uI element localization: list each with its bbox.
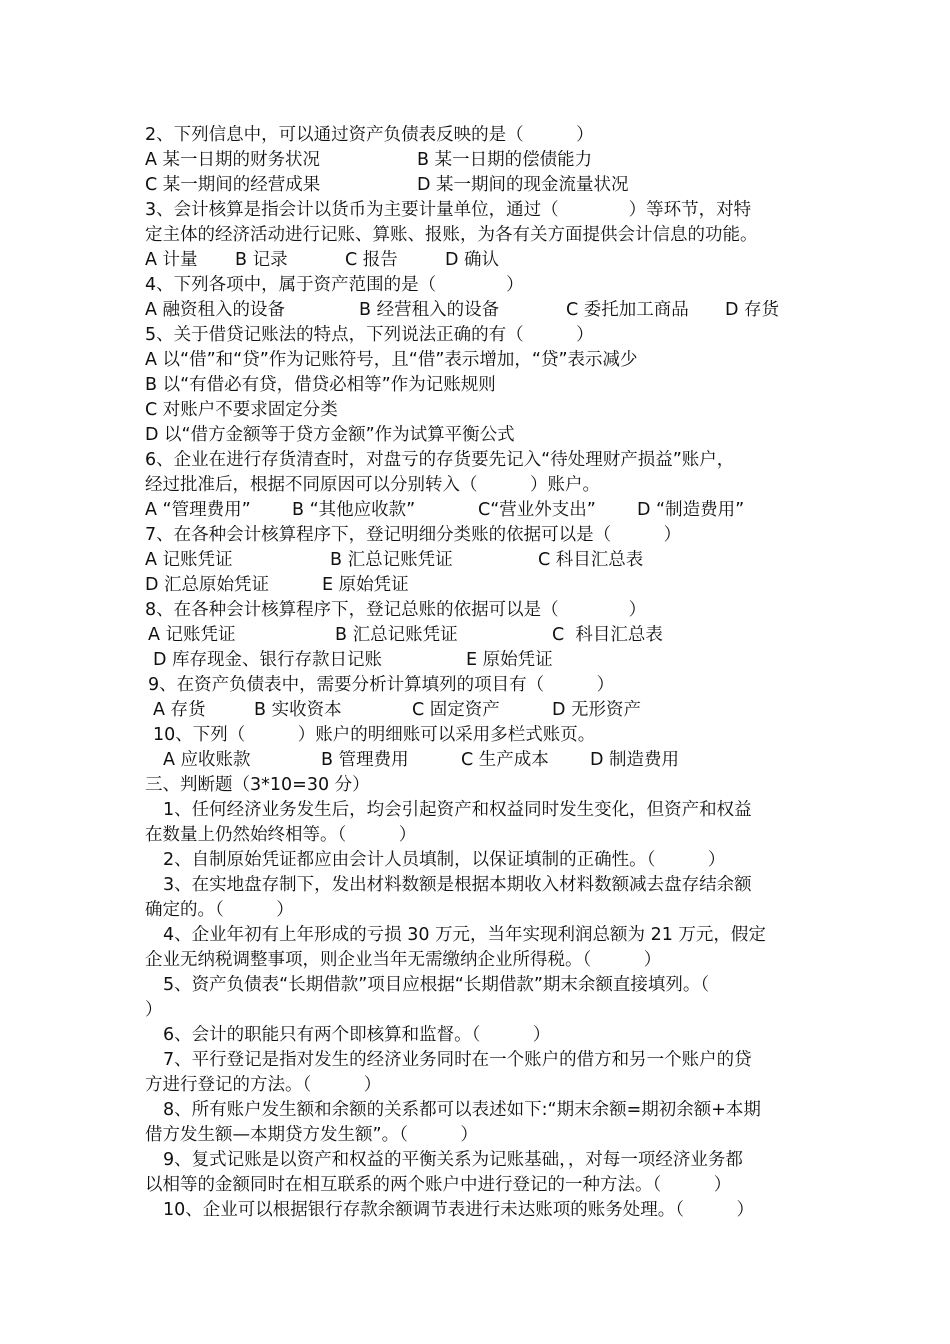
q4-option-a: A 融资租入的设备 [145,300,286,320]
q10-option-d: D 制造费用 [590,750,680,770]
q2-option-a: A 某一日期的财务状况 [145,150,321,170]
q4-option-b: B 经营租入的设备 [359,300,500,320]
q8-option-b: B 汇总记账凭证 [335,625,458,645]
q2-option-b: B 某一日期的偿债能力 [417,150,593,170]
q3-option-b: B 记录 [235,250,288,270]
q7-option-b: B 汇总记账凭证 [330,550,453,570]
q7-option-d: D 汇总原始凭证 [145,575,270,595]
q3-option-a: A 计量 [145,250,198,270]
q7-option-c: C 科目汇总表 [538,550,644,570]
q6-option-c: C“营业外支出” [478,500,596,520]
q7-option-e: E 原始凭证 [322,575,409,595]
q9-option-a: A 存货 [153,700,206,720]
document-page: 2、下列信息中，可以通过资产负债表反映的是（ ） A 某一日期的财务状况 B 某一日期的偿债能力 C 某一期间的经营成果 D 某一期间的现金流量状况 3、会计核算是指会计以货币为主要计量单位，通过（ ）等环节，对特 定主体的经济活动进行记账、算账、报账，为各有关方面提供会计信息的功能。 A 计量 B 记录 C 报告 D 确认 4、下列各项中，属于资产范围的是（ ） A 融资租入的设备 B 经营租入的设备 C 委托加工商品 D 存货 5、关于借贷记账法的特点，下列说法正确的有（ ） A 以“借”和“贷”作为记账符号，且“借”表示增加，“贷”表示减少 B 以“有借必有贷，借贷必相等”作为记账规则 C 对账户不要求固定分类 D 以“借方金额等于贷方金额”作为试算平衡公式 6、企业在进行存货清查时，对盘亏的存货要先记入“待处理财产损益”账户， 经过批准后，根据不同原因可以分别转入（ ）账户。 A “管理费用” B “其他应收款” C“营业外支出” D “制造费用” 7、在各种会计核算程序下，登记明细分类账的依据可以是（ ） A 记账凭证 B 汇总记账凭证 C 科目汇总表 D 汇总原始凭证 E 原始凭证 8、在各种会计核算程序下，登记总账的依据可以是（ ） A 记账凭证 B 汇总记账凭证 C 科目汇总表 D 库存现金、银行存款日记账 E 原始凭证 9、在资产负债表中，需要分析计算填列的项目有（ ） A 存货 B 实收资本 C 固定资产 D 无形资产 10、下列（ ）账户的明细账可以采用多栏式账页。 A 应收账款 B 管理费用 C 生产成本 D 制造费用 三、判断题（3*10=30 分） 1、任何经济业务发生后，均会引起资产和权益同时发生变化，但资产和权益 在数量上仍然始终相等。（ ） 2、自制原始凭证都应由会计人员填制，以保证填制的正确性。（ ） 3、在实地盘存制下，发出材料数额是根据本期收入材料数额减去盘存结余额 确定的。（ ） 4、企业年初有上年形成的亏损 30 万元，当年实现利润总额为 21 万元，假定 企业无纳税调整事项，则企业当年无需缴纳企业所得税。（ ） 5、资产负债表“长期借款”项目应根据“长期借款”期末余额直接填列。（ ） 6、会计的职能只有两个即核算和监督。（ ） 7、平行登记是指对发生的经济业务同时在一个账户的借方和另一个账户的贷 方进行登记的方法。（ ） 8、所有账户发生额和余额的关系都可以表述如下:“期末余额=期初余额+本期 借方发生额—本期贷方发生额”。（ ） 9、复式记账是以资产和权益的平衡关系为记账基础，，对每一项经济业务都 以相等的金额同时在相互联系的两个账户中进行登记的一种方法。（ ） 10、企业可以根据银行存款余额调节表进行未达账项的账务处理。（ ） [145,125,780,1220]
q3-option-d: D 确认 [445,250,500,270]
q9-option-d: D 无形资产 [552,700,642,720]
q10-option-b: B 管理费用 [321,750,409,770]
q3-option-c: C 报告 [345,250,398,270]
q8-option-e: E 原始凭证 [466,650,553,670]
q6-option-d: D “制造费用” [637,500,745,520]
q9-option-c: C 固定资产 [412,700,500,720]
q8-option-d: D 库存现金、银行存款日记账 [153,650,383,670]
q10-option-a: A 应收账款 [163,750,251,770]
q7-option-a: A 记账凭证 [145,550,233,570]
q9-option-b: B 实收资本 [254,700,342,720]
q2-option-d: D 某一期间的现金流量状况 [417,175,629,195]
q8-option-a: A 记账凭证 [148,625,236,645]
q10-option-c: C 生产成本 [461,750,549,770]
q4-option-c: C 委托加工商品 [566,300,689,320]
q8-option-c: C 科目汇总表 [552,625,663,645]
q2-option-c: C 某一期间的经营成果 [145,175,321,195]
q6-option-a: A “管理费用” [145,500,251,520]
q6-option-b: B “其他应收款” [292,500,416,520]
q4-option-d: D 存货 [725,300,780,320]
